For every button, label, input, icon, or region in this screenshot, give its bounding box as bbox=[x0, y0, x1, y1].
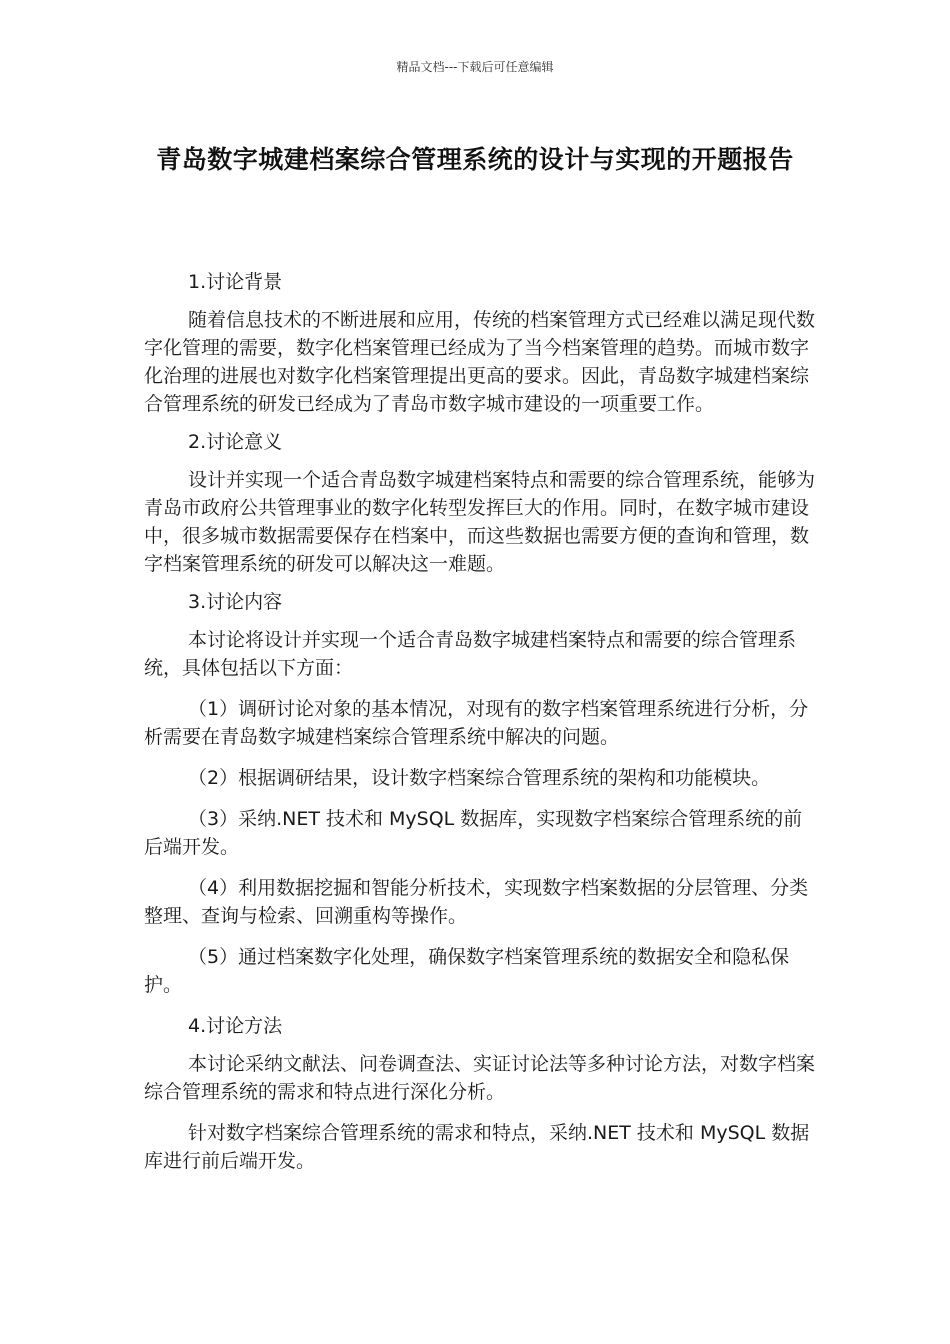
section-heading-significance: 2.讨论意义 bbox=[188, 431, 283, 453]
document-body bbox=[144, 268, 816, 1185]
content-item-4: （4）利用数据挖掘和智能分析技术，实现数字档案数据的分层管理、分类整理、查询与检索、回溯重构等操作。 bbox=[144, 877, 809, 927]
section-heading-method: 4.讨论方法 bbox=[188, 1015, 283, 1037]
content-item-3: （3）采纳.NET 技术和 MySQL 数据库，实现数字档案综合管理系统的前后端开发。 bbox=[144, 808, 803, 858]
header-note: 精品文档---下载后可任意编辑 bbox=[396, 60, 554, 74]
method-paragraph-1: 本讨论采纳文献法、问卷调查法、实证讨论法等多种讨论方法，对数字档案综合管理系统的需求和特点进行深化分析。 bbox=[144, 1053, 816, 1103]
section-heading-background: 1.讨论背景 bbox=[188, 271, 283, 293]
section-heading-content: 3.讨论内容 bbox=[188, 591, 283, 613]
background-paragraph: 随着信息技术的不断进展和应用，传统的档案管理方式已经难以满足现代数字化管理的需要，数字化档案管理已经成为了当今档案管理的趋势。而城市数字化治理的进展也对数字化档案管理提出更高的要求。因此，青岛数字城建档案综合管理系统的研发已经成为了青岛市数字城市建设的一项重要工作。 bbox=[144, 309, 816, 415]
content-intro-paragraph: 本讨论将设计并实现一个适合青岛数字城建档案特点和需要的综合管理系统，具体包括以下方面： bbox=[144, 629, 797, 679]
significance-paragraph: 设计并实现一个适合青岛数字城建档案特点和需要的综合管理系统，能够为青岛市政府公共管理事业的数字化转型发挥巨大的作用。同时，在数字城市建设中，很多城市数据需要保存在档案中，而这些数据也需要方便的查询和管理，数字档案管理系统的研发可以解决这一难题。 bbox=[144, 469, 816, 575]
document-title: 青岛数字城建档案综合管理系统的设计与实现的开题报告 bbox=[156, 145, 794, 174]
content-item-5: （5）通过档案数字化处理，确保数字档案管理系统的数据安全和隐私保护。 bbox=[144, 946, 790, 996]
method-paragraph-2: 针对数字档案综合管理系统的需求和特点，采纳.NET 技术和 MySQL 数据库进行前后端开发。 bbox=[144, 1122, 810, 1172]
content-item-2: （2）根据调研结果，设计数字档案综合管理系统的架构和功能模块。 bbox=[188, 767, 771, 789]
content-item-1: （1）调研讨论对象的基本情况，对现有的数字档案管理系统进行分析，分析需要在青岛数字城建档案综合管理系统中解决的问题。 bbox=[144, 698, 809, 748]
